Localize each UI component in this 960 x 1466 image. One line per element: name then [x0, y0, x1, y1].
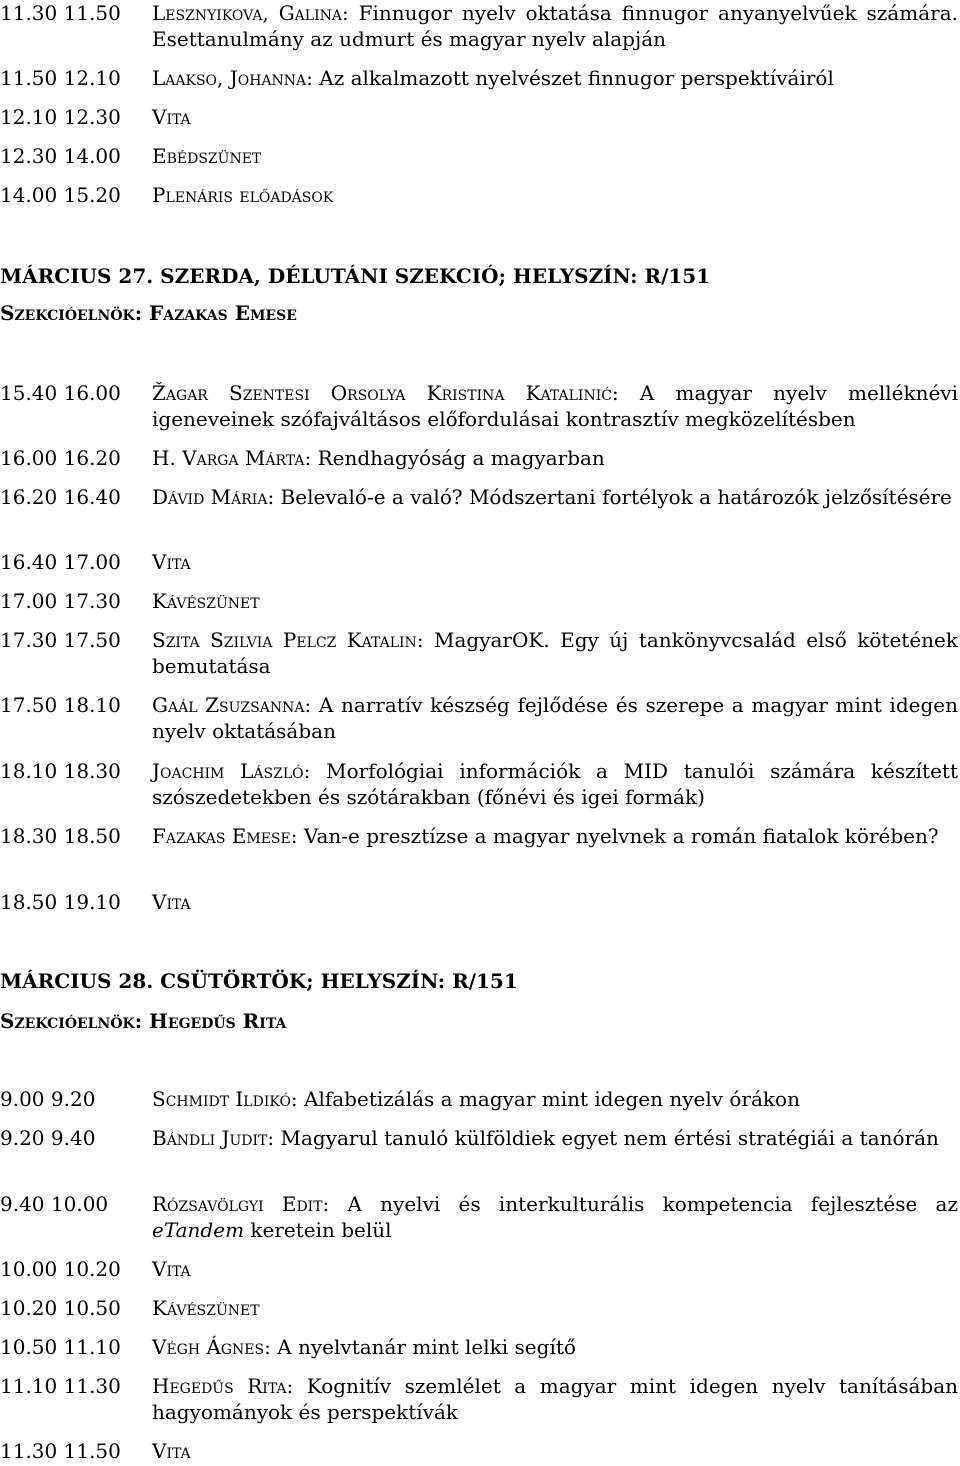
program-entry: [152, 1191, 958, 1243]
time-slot: 11.30 11.50: [0, 1, 121, 25]
time-slot: 16.20 16.40: [0, 485, 121, 509]
break-label: Ebédszünet: [152, 144, 262, 168]
program-entry: [152, 588, 958, 614]
speaker-name: Rózsavölgyi Edit: [152, 1192, 323, 1216]
talk-title: : A magyar nyelv melléknévi igeneveinek szófajváltásos előfordulásai kontrasztív megközelítésben: [152, 381, 958, 431]
time-slot: 18.30 18.50: [0, 824, 121, 848]
break-label: Kávészünet: [152, 589, 260, 613]
break-label: Vita: [152, 105, 191, 129]
program-row: [0, 692, 958, 744]
talk-title: : A nyelvtanár mint lelki segítő: [264, 1335, 576, 1359]
program-row: [0, 549, 958, 575]
speaker-name: Végh Ágnes: [152, 1335, 265, 1359]
time-slot: 17.50 18.10: [0, 693, 121, 717]
time-slot: 18.50 19.10: [0, 890, 121, 914]
talk-title: : Magyarul tanuló külföldiek egyet nem értési stratégiái a tanórán: [267, 1126, 939, 1150]
program-row: [0, 380, 958, 432]
speaker-name: Schmidt Ildikó: [152, 1087, 291, 1111]
speaker-name: Hegedűs Rita: [152, 1374, 287, 1398]
break-label: Vita: [152, 1257, 191, 1281]
session-label: Plenáris előadások: [152, 183, 334, 207]
program-entry: [152, 758, 958, 810]
program-entry: [152, 0, 958, 52]
program-entry: [152, 889, 958, 915]
program-row: [0, 143, 958, 169]
program-row: [0, 104, 958, 130]
speaker-name: Dávid Mária: [152, 485, 268, 509]
time-slot: 18.10 18.30: [0, 759, 121, 783]
talk-title: : Van-e presztízse a magyar nyelvnek a román fiatalok körében?: [290, 824, 939, 848]
program-entry: [152, 1125, 958, 1151]
talk-title: : Rendhagyóság a magyarban: [304, 446, 605, 470]
program-row: [0, 1086, 958, 1112]
speaker-name: Gaál Zsuzsanna: [152, 693, 305, 717]
time-slot: 15.40 16.00: [0, 381, 121, 405]
break-label: Vita: [152, 550, 191, 574]
speaker-name: Joachim László: [152, 759, 304, 783]
talk-title: : MagyarOK. Egy új tankönyvcsalád első kötetének bemutatása: [152, 628, 958, 678]
program-row: [0, 445, 958, 471]
program-entry: [152, 182, 958, 208]
time-slot: 17.00 17.30: [0, 589, 121, 613]
section-chair: Szekcióelnök: Fazakas Emese: [0, 301, 297, 325]
program-entry: [152, 1373, 958, 1425]
talk-title: : Alfabetizálás a magyar mint idegen nyelv órákon: [290, 1087, 800, 1111]
talk-title: : A nyelvi és interkulturális kompetencia fejlesztése az: [322, 1192, 958, 1216]
program-row: [0, 588, 958, 614]
talk-title: : A narratív készség fejlődése és szerepe a magyar mint idegen nyelv oktatásában: [152, 693, 958, 743]
time-slot: 16.00 16.20: [0, 446, 121, 470]
section-chair: Szekcióelnök: Hegedűs Rita: [0, 1009, 287, 1033]
talk-title-end: keretein belül: [244, 1218, 392, 1242]
time-slot: 12.10 12.30: [0, 105, 121, 129]
program-entry: [152, 823, 958, 849]
speaker-name: Žagar Szentesi Orsolya Kristina Katalinić: [152, 381, 612, 405]
speaker-name: Szita Szilvia Pelcz Katalin: [152, 628, 417, 652]
time-slot: 11.10 11.30: [0, 1374, 121, 1398]
program-entry: [152, 1086, 958, 1112]
talk-title: : Finnugor nyelv oktatása finnugor anyanyelvűek számára. Esettanulmány az udmurt és magyar nyelv alapján: [152, 1, 958, 51]
time-slot: 10.50 11.10: [0, 1335, 121, 1359]
time-slot: 9.40 10.00: [0, 1192, 109, 1216]
time-slot: 14.00 15.20: [0, 183, 121, 207]
talk-title: : Morfológiai információk a MID tanulói számára készített szószedetekben és szótárakban (főnévi és igei formák): [152, 759, 959, 809]
program-entry: [152, 445, 958, 471]
program-row: [0, 65, 958, 91]
speaker-name: H. Varga Márta: [152, 446, 305, 470]
program-entry: [152, 627, 958, 679]
program-row: [0, 889, 958, 915]
day-heading: MÁRCIUS 28. CSÜTÖRTÖK; HELYSZÍN: R/151: [0, 969, 518, 993]
program-row: [0, 1295, 958, 1321]
break-label: Vita: [152, 890, 191, 914]
program-entry: [152, 549, 958, 575]
program-entry: [152, 143, 958, 169]
program-row: [0, 1334, 958, 1360]
talk-title: : Az alkalmazott nyelvészet finnugor perspektíváiról: [306, 66, 834, 90]
program-entry: [152, 692, 958, 744]
time-slot: 16.40 17.00: [0, 550, 121, 574]
program-row: [0, 1373, 958, 1425]
program-row: [0, 627, 958, 679]
program-row: [0, 1191, 958, 1243]
program-row: [0, 1125, 958, 1177]
talk-title-italic: eTandem: [152, 1218, 245, 1242]
time-slot: 12.30 14.00: [0, 144, 121, 168]
speaker-name: Laakso, Johanna: [152, 66, 307, 90]
time-slot: 10.00 10.20: [0, 1257, 121, 1281]
break-label: Kávészünet: [152, 1296, 260, 1320]
time-slot: 10.20 10.50: [0, 1296, 121, 1320]
talk-title: : Belevaló-e a való? Módszertani fortélyok a határozók jelzősítésére: [267, 485, 952, 509]
time-slot: 11.30 11.50: [0, 1439, 121, 1463]
program-entry: [152, 1256, 958, 1282]
time-slot: 17.30 17.50: [0, 628, 121, 652]
program-entry: [152, 380, 958, 432]
time-slot: 9.20 9.40: [0, 1126, 96, 1150]
time-slot: 11.50 12.10: [0, 66, 121, 90]
speaker-name: Lesznyikova, Galina: [152, 1, 342, 25]
program-row: [0, 1256, 958, 1282]
program-row: [0, 823, 958, 875]
day-heading: MÁRCIUS 27. SZERDA, DÉLUTÁNI SZEKCIÓ; HELYSZÍN: R/151: [0, 264, 711, 288]
time-slot: 9.00 9.20: [0, 1087, 96, 1111]
program-entry: [152, 104, 958, 130]
program-row: [0, 0, 958, 52]
speaker-name: Bándli Judit: [152, 1126, 268, 1150]
program-row: [0, 1438, 958, 1464]
program-entry: [152, 1295, 958, 1321]
program-row: [0, 484, 958, 536]
program-row: [0, 758, 958, 810]
program-entry: [152, 65, 958, 91]
break-label: Vita: [152, 1439, 191, 1463]
program-entry: [152, 484, 958, 510]
program-row: [0, 182, 958, 208]
speaker-name: Fazakas Emese: [152, 824, 291, 848]
talk-title: : Kognitív szemlélet a magyar mint idegen nyelv tanításában hagyományok és perspektívák: [152, 1374, 958, 1424]
program-entry: [152, 1334, 958, 1360]
program-entry: [152, 1438, 958, 1464]
